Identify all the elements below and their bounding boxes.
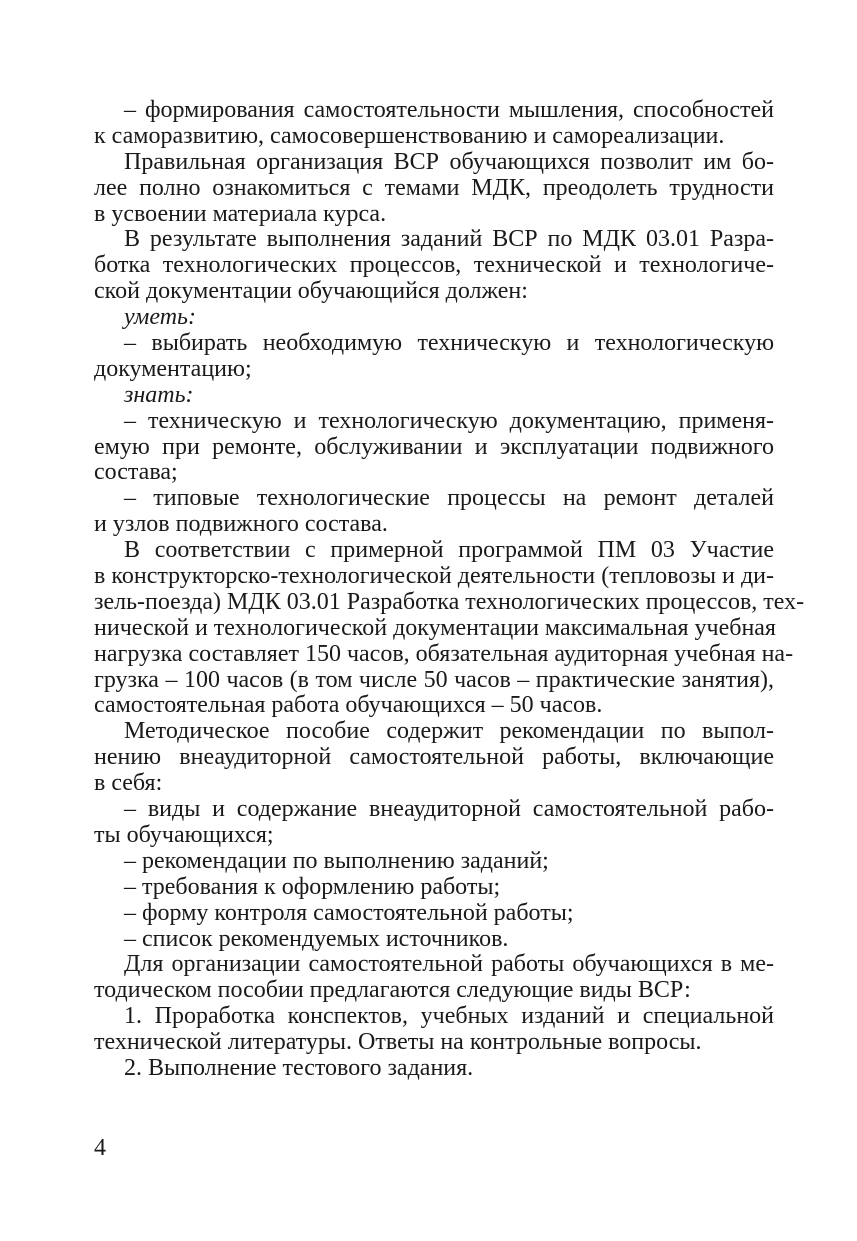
page-body: [94, 97, 805, 1082]
text-line: зель-поезда) МДК 03.01 Разработка технологических процессов, тех-: [94, 588, 805, 615]
text-line: – рекомендации по выполнению заданий;: [124, 847, 549, 874]
text-line: к саморазвитию, самосовершенствованию и самореализации.: [94, 122, 725, 149]
text-line: – типовые технологические процессы на ремонт деталей: [124, 485, 774, 512]
text-line: Методическое пособие содержит рекомендации по выпол-: [124, 718, 774, 745]
text-line: – выбирать необходимую техническую и технологическую: [124, 330, 774, 357]
section-label: уметь:: [124, 304, 196, 331]
text-line: грузка – 100 часов (в том числе 50 часов – практические занятия),: [94, 666, 774, 693]
text-line: емую при ремонте, обслуживании и эксплуатации подвижного: [94, 433, 774, 460]
text-line: Для организации самостоятельной работы обучающихся в ме-: [124, 951, 774, 978]
text-line: В результате выполнения заданий ВСР по МДК 03.01 Разра-: [124, 226, 774, 253]
text-line: тодическом пособии предлагаются следующие виды ВСР:: [94, 977, 691, 1004]
text-line: в себя:: [94, 770, 163, 797]
page-number: 4: [94, 1135, 106, 1161]
text-line: самостоятельная работа обучающихся – 50 часов.: [94, 692, 603, 719]
text-line: документацию;: [94, 355, 252, 382]
text-line: – требования к оформлению работы;: [124, 873, 501, 900]
text-line: В соответствии с примерной программой ПМ 03 Участие: [124, 537, 774, 564]
text-line: – формирования самостоятельности мышления, способностей: [124, 97, 774, 123]
text-line: и узлов подвижного состава.: [94, 511, 388, 538]
text-line: ты обучающихся;: [94, 821, 274, 848]
text-line: состава;: [94, 459, 178, 486]
text-line: – техническую и технологическую документацию, применя-: [124, 407, 774, 434]
text-line: в конструкторско-технологической деятельности (тепловозы и ди-: [94, 563, 774, 590]
text-line: – список рекомендуемых источников.: [124, 925, 509, 952]
text-line: технической литературы. Ответы на контрольные вопросы.: [94, 1029, 702, 1056]
text-line: нагрузка составляет 150 часов, обязательная аудиторная учебная на-: [94, 640, 794, 667]
text-line: 2. Выполнение тестового задания.: [124, 1054, 474, 1081]
text-line: 1. Проработка конспектов, учебных изданий и специальной: [124, 1003, 774, 1030]
text-line: в усвоении материала курса.: [94, 200, 387, 227]
section-label: знать:: [124, 381, 194, 408]
text-line: – форму контроля самостоятельной работы;: [124, 899, 574, 926]
text-line: нению внеаудиторной самостоятельной работы, включающие: [94, 744, 774, 771]
text-line: ботка технологических процессов, технической и технологиче-: [94, 252, 774, 279]
text-line: лее полно ознакомиться с темами МДК, преодолеть трудности: [94, 174, 774, 201]
text-line: ской документации обучающийся должен:: [94, 278, 528, 305]
text-line: нической и технологической документации максимальная учебная: [94, 614, 776, 641]
text-line: Правильная организация ВСР обучающихся позволит им бо-: [124, 148, 774, 175]
text-line: – виды и содержание внеаудиторной самостоятельной рабо-: [124, 796, 774, 823]
